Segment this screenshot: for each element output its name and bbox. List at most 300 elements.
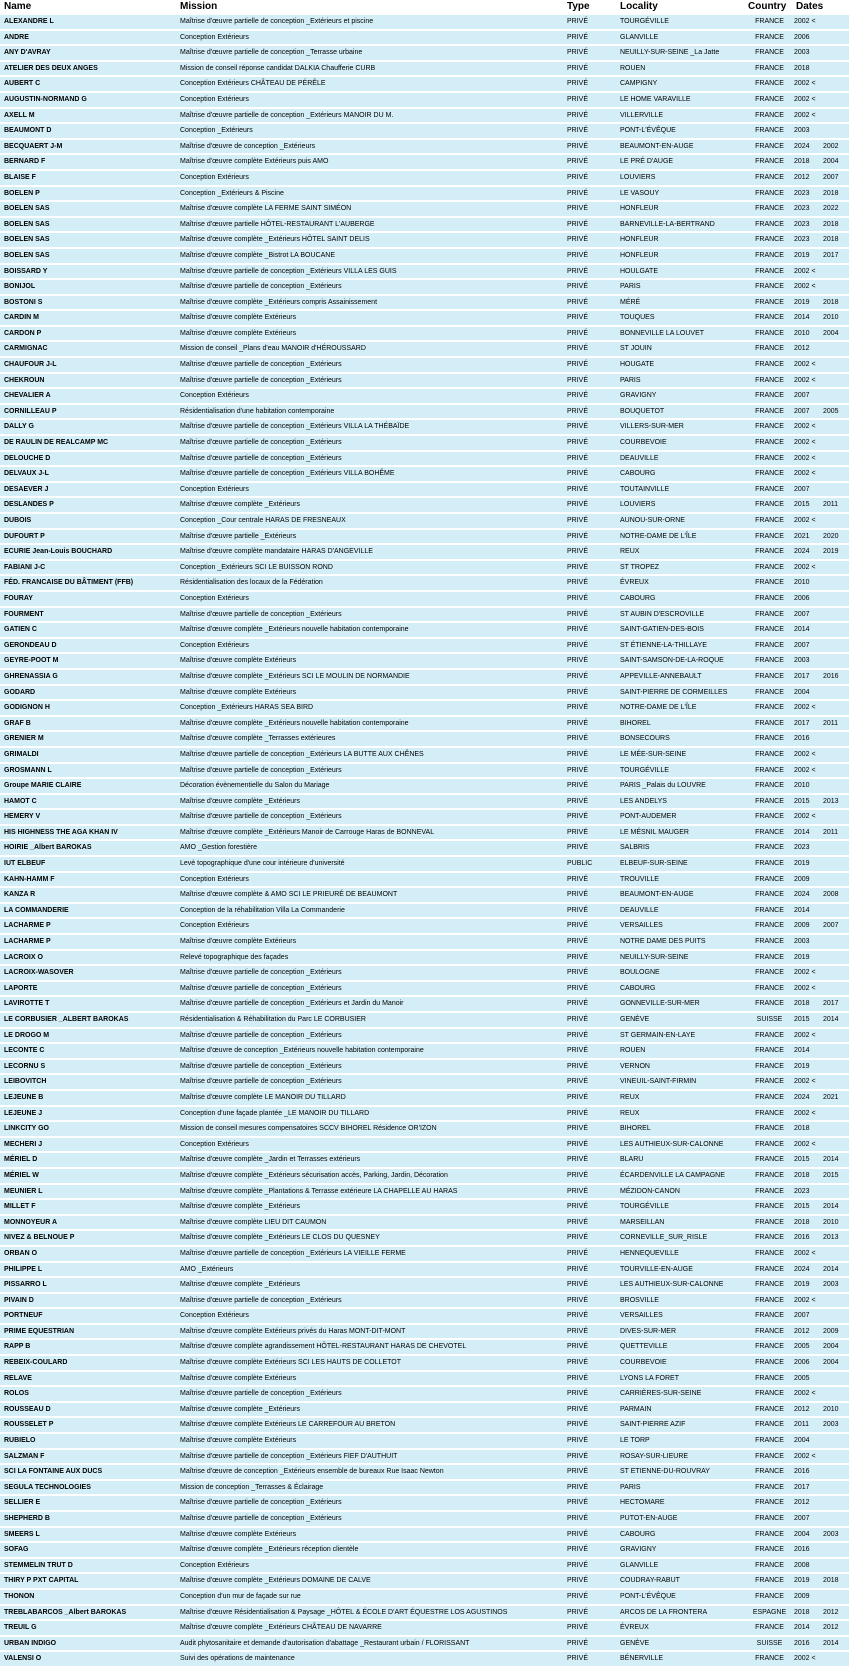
cell-country: FRANCE [747, 249, 792, 263]
cell-date-start [821, 514, 849, 528]
cell-name: LAPORTE [0, 982, 176, 996]
cell-type: PRIVÉ [563, 452, 616, 466]
cell-date-start [821, 608, 849, 622]
cell-mission: Maîtrise d'œuvre complète Extérieurs [176, 1372, 563, 1386]
cell-country: FRANCE [747, 1434, 792, 1448]
table-row [0, 405, 849, 419]
cell-mission: Conception de la réhabilitation Villa La Commanderie [176, 904, 563, 918]
cell-date-end: 2014 [792, 1044, 821, 1058]
cell-locality: HOUGATE [616, 358, 747, 372]
cell-type: PRIVÉ [563, 1107, 616, 1121]
cell-date-end: 2007 [792, 1512, 821, 1526]
cell-type: PRIVÉ [563, 530, 616, 544]
cell-mission: Maîtrise d'œuvre partielle de conception _Extérieurs [176, 358, 563, 372]
cell-name: BOELEN SAS [0, 202, 176, 216]
table-row [0, 124, 849, 138]
cell-date-end: 2009 [792, 873, 821, 887]
cell-name: MEUNIER L [0, 1185, 176, 1199]
cell-name: DESAEVER J [0, 483, 176, 497]
cell-name: BLAISE F [0, 171, 176, 185]
cell-country: FRANCE [747, 1107, 792, 1121]
cell-type: PRIVÉ [563, 1138, 616, 1152]
cell-date-end: 2007 [792, 639, 821, 653]
cell-locality: CABOURG [616, 467, 747, 481]
cell-country: FRANCE [747, 919, 792, 933]
cell-name: RAPP B [0, 1340, 176, 1354]
table-row [0, 187, 849, 201]
cell-date-end: 2002 < [792, 701, 821, 715]
cell-locality: LYONS LA FORET [616, 1372, 747, 1386]
cell-name: SCI LA FONTAINE AUX DUCS [0, 1465, 176, 1479]
cell-date-start [821, 436, 849, 450]
cell-country: FRANCE [747, 140, 792, 154]
cell-type: PRIVÉ [563, 966, 616, 980]
cell-name: SELLIER E [0, 1496, 176, 1510]
cell-locality: LOUVIERS [616, 498, 747, 512]
cell-name: TREBLABARCOS _Albert BAROKAS [0, 1606, 176, 1620]
table-row [0, 1122, 849, 1136]
cell-date-end: 2006 [792, 1356, 821, 1370]
cell-name: PISSARRO L [0, 1278, 176, 1292]
cell-country: FRANCE [747, 389, 792, 403]
cell-country: FRANCE [747, 717, 792, 731]
cell-mission: Maîtrise d'œuvre complète Extérieurs [176, 935, 563, 949]
cell-date-start: 2017 [821, 249, 849, 263]
cell-date-end: 2014 [792, 1621, 821, 1635]
cell-date-start [821, 1434, 849, 1448]
cell-mission: Maîtrise d'œuvre partielle de conception _Extérieurs [176, 1496, 563, 1510]
cell-locality: ST TROPEZ [616, 561, 747, 575]
cell-name: BOSTONI S [0, 296, 176, 310]
cell-mission: Maîtrise d'œuvre partielle de conception _Extérieurs [176, 1029, 563, 1043]
cell-mission: Maîtrise d'œuvre complète _Extérieurs [176, 1403, 563, 1417]
table-row [0, 576, 849, 590]
cell-type: PRIVÉ [563, 1153, 616, 1167]
cell-date-end: 2002 < [792, 77, 821, 91]
cell-mission: Décoration évènementielle du Salon du Mariage [176, 779, 563, 793]
cell-name: CORNILLEAU P [0, 405, 176, 419]
cell-mission: Maîtrise d'œuvre complète _Extérieurs Manoir de Carrouge Haras de BONNEVAL [176, 826, 563, 840]
cell-locality: BROSVILLE [616, 1294, 747, 1308]
cell-name: GHRENASSIA G [0, 670, 176, 684]
cell-name: BOISSARD Y [0, 265, 176, 279]
cell-country: SUISSE [747, 1637, 792, 1651]
cell-mission: Suivi des opérations de maintenance [176, 1652, 563, 1666]
cell-date-end: 2010 [792, 779, 821, 793]
cell-date-start [821, 873, 849, 887]
cell-mission: Maîtrise d'œuvre partielle de conception _Extérieurs LA BUTTE AUX CHÊNES [176, 748, 563, 762]
cell-locality: PONT-AUDEMER [616, 810, 747, 824]
cell-country: FRANCE [747, 233, 792, 247]
table-row [0, 670, 849, 684]
cell-date-start: 2018 [821, 187, 849, 201]
cell-country: FRANCE [747, 1185, 792, 1199]
cell-type: PRIVÉ [563, 233, 616, 247]
cell-type: PRIVÉ [563, 1403, 616, 1417]
table-row [0, 311, 849, 325]
cell-country: FRANCE [747, 1340, 792, 1354]
cell-date-start [821, 1512, 849, 1526]
cell-country: FRANCE [747, 187, 792, 201]
cell-mission: Conception _Extérieurs & Piscine [176, 187, 563, 201]
table-row [0, 109, 849, 123]
table-row [0, 1621, 849, 1635]
cell-type: PRIVÉ [563, 1216, 616, 1230]
cell-type: PRIVÉ [563, 841, 616, 855]
cell-locality: TOURGÉVILLE [616, 1200, 747, 1214]
cell-locality: GENÈVE [616, 1637, 747, 1651]
table-row [0, 1060, 849, 1074]
cell-country: FRANCE [747, 265, 792, 279]
table-row [0, 280, 849, 294]
cell-date-start: 2004 [821, 1356, 849, 1370]
cell-date-start: 2011 [821, 498, 849, 512]
cell-date-start [821, 1029, 849, 1043]
cell-date-start: 2012 [821, 1621, 849, 1635]
cell-name: BEAUMONT D [0, 124, 176, 138]
cell-date-end: 2012 [792, 1496, 821, 1510]
cell-date-start [821, 686, 849, 700]
cell-type: PRIVÉ [563, 1418, 616, 1432]
cell-type: PRIVÉ [563, 1481, 616, 1495]
cell-country: FRANCE [747, 1138, 792, 1152]
cell-date-start: 2002 [821, 140, 849, 154]
cell-date-start [821, 639, 849, 653]
cell-date-end: 2002 < [792, 420, 821, 434]
cell-mission: Maîtrise d'œuvre partielle de conception _Extérieurs VILLA BOHÊME [176, 467, 563, 481]
cell-name: SMEERS L [0, 1528, 176, 1542]
table-row [0, 1512, 849, 1526]
cell-name: GERONDEAU D [0, 639, 176, 653]
cell-type: PRIVÉ [563, 405, 616, 419]
cell-date-end: 2002 < [792, 514, 821, 528]
cell-mission: Résidentialisation & Réhabilitation du Parc LE CORBUSIER [176, 1013, 563, 1027]
header-type: Type [563, 0, 616, 13]
cell-date-start: 2018 [821, 233, 849, 247]
cell-date-start [821, 265, 849, 279]
cell-country: FRANCE [747, 623, 792, 637]
cell-name: GODIGNON H [0, 701, 176, 715]
table-row [0, 810, 849, 824]
cell-country: FRANCE [747, 795, 792, 809]
table-row [0, 1138, 849, 1152]
cell-country: FRANCE [747, 15, 792, 29]
cell-date-start [821, 1465, 849, 1479]
cell-date-end: 2002 < [792, 1652, 821, 1666]
cell-type: PUBLIC [563, 857, 616, 871]
table-row [0, 1606, 849, 1620]
cell-name: BOELEN P [0, 187, 176, 201]
cell-date-start: 2007 [821, 919, 849, 933]
cell-date-start [821, 1387, 849, 1401]
cell-date-start: 2018 [821, 296, 849, 310]
table-row [0, 919, 849, 933]
cell-locality: BÉNERVILLE [616, 1652, 747, 1666]
cell-locality: PARMAIN [616, 1403, 747, 1417]
cell-locality: REUX [616, 545, 747, 559]
cell-locality: VINEUIL-SAINT-FIRMIN [616, 1075, 747, 1089]
cell-date-start: 2004 [821, 327, 849, 341]
cell-mission: Levé topographique d'une cour intérieure d'université [176, 857, 563, 871]
cell-mission: Maîtrise d'œuvre partielle de conception _Extérieurs [176, 1294, 563, 1308]
cell-name: BOELEN SAS [0, 249, 176, 263]
cell-name: FOURMENT [0, 608, 176, 622]
cell-country: FRANCE [747, 701, 792, 715]
cell-type: PRIVÉ [563, 732, 616, 746]
cell-type: PRIVÉ [563, 483, 616, 497]
cell-date-end: 2007 [792, 405, 821, 419]
header-dates: Dates [792, 0, 849, 13]
cell-name: SHEPHERD B [0, 1512, 176, 1526]
cell-date-end: 2019 [792, 857, 821, 871]
cell-name: CARDON P [0, 327, 176, 341]
cell-name: GRIMALDI [0, 748, 176, 762]
cell-date-start [821, 841, 849, 855]
cell-country: FRANCE [747, 966, 792, 980]
table-row [0, 732, 849, 746]
cell-name: AXELL M [0, 109, 176, 123]
cell-locality: ROSAY-SUR-LIEURE [616, 1450, 747, 1464]
cell-mission: Maîtrise d'œuvre partielle de conception _Extérieurs [176, 280, 563, 294]
cell-type: PRIVÉ [563, 171, 616, 185]
cell-locality: LE PRÉ D'AUGE [616, 155, 747, 169]
cell-country: FRANCE [747, 109, 792, 123]
cell-type: PRIVÉ [563, 1496, 616, 1510]
cell-type: PRIVÉ [563, 951, 616, 965]
cell-name: LINKCITY GO [0, 1122, 176, 1136]
cell-name: LACROIX-WASOVER [0, 966, 176, 980]
cell-date-start: 2004 [821, 1340, 849, 1354]
cell-date-end: 2024 [792, 545, 821, 559]
table-row [0, 498, 849, 512]
cell-date-start [821, 1372, 849, 1386]
cell-type: PRIVÉ [563, 608, 616, 622]
table-row [0, 1340, 849, 1354]
cell-country: FRANCE [747, 77, 792, 91]
cell-locality: SAINT-GATIEN-DES-BOIS [616, 623, 747, 637]
cell-country: FRANCE [747, 202, 792, 216]
cell-country: FRANCE [747, 514, 792, 528]
cell-date-end: 2017 [792, 1481, 821, 1495]
cell-date-start: 2014 [821, 1263, 849, 1277]
cell-type: PRIVÉ [563, 374, 616, 388]
cell-locality: DEAUVILLE [616, 452, 747, 466]
cell-type: PRIVÉ [563, 1013, 616, 1027]
cell-country: FRANCE [747, 296, 792, 310]
cell-country: FRANCE [747, 1528, 792, 1542]
cell-name: STEMMELIN TRUT D [0, 1559, 176, 1573]
cell-locality: LE MÉSNIL MAUGER [616, 826, 747, 840]
cell-name: PRIME EQUESTRIAN [0, 1325, 176, 1339]
cell-date-start [821, 374, 849, 388]
table-row [0, 1216, 849, 1230]
cell-country: FRANCE [747, 873, 792, 887]
cell-locality: LES ANDELYS [616, 795, 747, 809]
cell-name: DESLANDES P [0, 498, 176, 512]
cell-country: FRANCE [747, 1543, 792, 1557]
cell-locality: PUTOT-EN-AUGE [616, 1512, 747, 1526]
cell-country: FRANCE [747, 841, 792, 855]
cell-name: THONON [0, 1590, 176, 1604]
cell-date-start [821, 1309, 849, 1323]
cell-date-start: 2014 [821, 1637, 849, 1651]
cell-mission: Maîtrise d'œuvre complète _Extérieurs nouvelle habitation contemporaine [176, 623, 563, 637]
cell-date-end: 2002 < [792, 1387, 821, 1401]
cell-country: FRANCE [747, 592, 792, 606]
cell-date-start: 2018 [821, 218, 849, 232]
cell-type: PRIVÉ [563, 592, 616, 606]
cell-type: PRIVÉ [563, 576, 616, 590]
cell-type: PRIVÉ [563, 1574, 616, 1588]
cell-mission: Conception Extérieurs [176, 592, 563, 606]
cell-date-end: 2016 [792, 1465, 821, 1479]
cell-country: FRANCE [747, 810, 792, 824]
cell-date-end: 2007 [792, 389, 821, 403]
cell-type: PRIVÉ [563, 1340, 616, 1354]
cell-locality: NOTRE-DAME DE L'ÎLE [616, 701, 747, 715]
cell-name: RUBIELO [0, 1434, 176, 1448]
cell-locality: LOUVIERS [616, 171, 747, 185]
cell-country: FRANCE [747, 888, 792, 902]
cell-mission: Maîtrise d'œuvre de conception _Extérieurs nouvelle habitation contemporaine [176, 1044, 563, 1058]
cell-mission: Maîtrise d'œuvre partielle de conception _Extérieurs VILLA LES GUIS [176, 265, 563, 279]
cell-date-start [821, 93, 849, 107]
cell-country: FRANCE [747, 46, 792, 60]
cell-type: PRIVÉ [563, 764, 616, 778]
cell-name: ANY D'AVRAY [0, 46, 176, 60]
cell-mission: Maîtrise d'œuvre complète Extérieurs [176, 686, 563, 700]
cell-country: FRANCE [747, 1512, 792, 1526]
cell-country: FRANCE [747, 779, 792, 793]
cell-date-end: 2002 < [792, 1247, 821, 1261]
table-row [0, 296, 849, 310]
cell-type: PRIVÉ [563, 1185, 616, 1199]
cell-date-end: 2002 < [792, 764, 821, 778]
cell-type: PRIVÉ [563, 1044, 616, 1058]
cell-mission: Conception _Cour centrale HARAS DE FRESNEAUX [176, 514, 563, 528]
cell-name: PIVAIN D [0, 1294, 176, 1308]
cell-type: PRIVÉ [563, 810, 616, 824]
cell-type: PRIVÉ [563, 327, 616, 341]
cell-name: CHEVALIER A [0, 389, 176, 403]
cell-type: PRIVÉ [563, 296, 616, 310]
table-row [0, 982, 849, 996]
cell-locality: BONNEVILLE LA LOUVET [616, 327, 747, 341]
cell-country: FRANCE [747, 545, 792, 559]
cell-date-end: 2014 [792, 826, 821, 840]
cell-locality: TOURGÉVILLE [616, 15, 747, 29]
table-row [0, 1231, 849, 1245]
cell-mission: Maîtrise d'œuvre complète _Extérieurs [176, 498, 563, 512]
cell-country: FRANCE [747, 342, 792, 356]
cell-country: FRANCE [747, 311, 792, 325]
cell-mission: Maîtrise d'œuvre complète _Extérieurs HÔTEL SAINT DELIS [176, 233, 563, 247]
cell-locality: GLANVILLE [616, 31, 747, 45]
cell-locality: HECTOMARE [616, 1496, 747, 1510]
cell-type: PRIVÉ [563, 77, 616, 91]
cell-country: FRANCE [747, 1652, 792, 1666]
table-row [0, 327, 849, 341]
cell-country: FRANCE [747, 639, 792, 653]
cell-mission: Maîtrise d'œuvre complète agrandissement HÔTEL-RESTAURANT HARAS DE CHEVOTEL [176, 1340, 563, 1354]
cell-locality: ST GERMAIN-EN-LAYE [616, 1029, 747, 1043]
cell-type: PRIVÉ [563, 545, 616, 559]
cell-name: REBEIX-COULARD [0, 1356, 176, 1370]
cell-type: PRIVÉ [563, 1621, 616, 1635]
cell-locality: REUX [616, 1091, 747, 1105]
table-row [0, 1637, 849, 1651]
cell-name: GEYRE-POOT M [0, 654, 176, 668]
cell-locality: QUETTEVILLE [616, 1340, 747, 1354]
table-row [0, 1075, 849, 1089]
cell-mission: Maîtrise d'œuvre partielle de conception _Extérieurs [176, 764, 563, 778]
cell-locality: REUX [616, 1107, 747, 1121]
cell-name: MILLET F [0, 1200, 176, 1214]
cell-date-start [821, 358, 849, 372]
cell-mission: Relevé topographique des façades [176, 951, 563, 965]
cell-date-start [821, 280, 849, 294]
header-name: Name [0, 0, 176, 13]
cell-date-end: 2002 < [792, 982, 821, 996]
table-row [0, 436, 849, 450]
cell-locality: ST ÉTIENNE-LA-THILLAYE [616, 639, 747, 653]
cell-date-end: 2002 < [792, 374, 821, 388]
cell-country: FRANCE [747, 1403, 792, 1417]
table-row [0, 358, 849, 372]
table-row [0, 1200, 849, 1214]
cell-type: PRIVÉ [563, 187, 616, 201]
cell-date-end: 2019 [792, 296, 821, 310]
cell-locality: LES AUTHIEUX-SUR-CALONNE [616, 1278, 747, 1292]
table-row [0, 233, 849, 247]
cell-date-end: 2002 < [792, 1075, 821, 1089]
cell-date-end: 2002 < [792, 966, 821, 980]
cell-locality: SAINT-SAMSON-DE-LA-ROQUE [616, 654, 747, 668]
cell-date-end: 2005 [792, 1340, 821, 1354]
cell-country: FRANCE [747, 1060, 792, 1074]
cell-date-start: 2010 [821, 311, 849, 325]
cell-type: PRIVÉ [563, 686, 616, 700]
cell-locality: TOURGÉVILLE [616, 764, 747, 778]
cell-name: BERNARD F [0, 155, 176, 169]
cell-type: PRIVÉ [563, 873, 616, 887]
cell-mission: Conception Extérieurs [176, 93, 563, 107]
cell-type: PRIVÉ [563, 701, 616, 715]
cell-locality: LE TORP [616, 1434, 747, 1448]
cell-country: FRANCE [747, 904, 792, 918]
cell-type: PRIVÉ [563, 1091, 616, 1105]
table-row [0, 218, 849, 232]
cell-date-end: 2018 [792, 1606, 821, 1620]
cell-date-start: 2005 [821, 405, 849, 419]
cell-country: FRANCE [747, 951, 792, 965]
cell-country: FRANCE [747, 686, 792, 700]
table-row [0, 1403, 849, 1417]
cell-mission: Maîtrise d'œuvre complète Extérieurs [176, 1434, 563, 1448]
cell-date-start [821, 62, 849, 76]
cell-name: AUGUSTIN-NORMAND G [0, 93, 176, 107]
cell-type: PRIVÉ [563, 1200, 616, 1214]
cell-name: LECORNU S [0, 1060, 176, 1074]
cell-locality: ÉVREUX [616, 1621, 747, 1635]
cell-locality: MÉZIDON-CANON [616, 1185, 747, 1199]
cell-type: PRIVÉ [563, 280, 616, 294]
cell-mission: Maîtrise d'œuvre complète LIEU DIT CAUMON [176, 1216, 563, 1230]
table-row [0, 1247, 849, 1261]
cell-locality: BONSECOURS [616, 732, 747, 746]
cell-mission: Conception _Extérieurs SCI LE BUISSON ROND [176, 561, 563, 575]
cell-date-end: 2010 [792, 327, 821, 341]
